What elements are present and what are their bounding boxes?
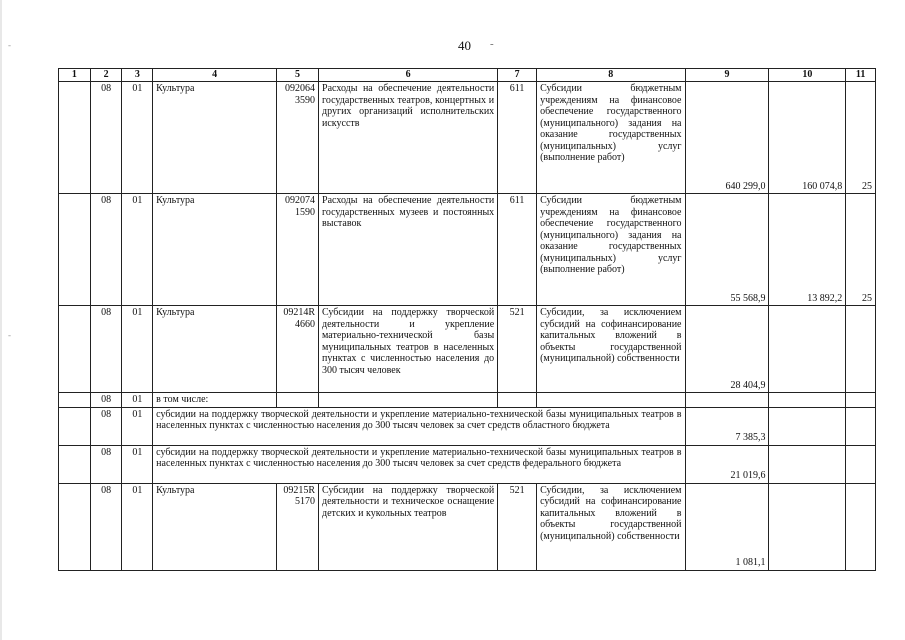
column-header: 3 [122, 69, 153, 82]
empty-cell [846, 407, 876, 445]
row-number-cell [59, 445, 91, 483]
amount-planned: 1 081,1 [685, 483, 769, 570]
section-name: Культура [153, 306, 277, 393]
section-name: Культура [153, 194, 277, 306]
row-number-cell [59, 483, 91, 570]
expense-description: Субсидии на поддержку творческой деятельности и укрепление материально-технической базы муниципальных театров в населенных пунктах с численностью населения до 300 тысяч человек [319, 306, 498, 393]
expense-type-code: 521 [498, 306, 537, 393]
empty-cell [319, 393, 498, 408]
page-number: 40 [458, 38, 471, 53]
amount-planned: 640 299,0 [685, 82, 769, 194]
expense-type-description: Субсидии, за исключением субсидий на софинансирование капитальных вложений в объекты государственной (муниципальной) собственности [537, 483, 685, 570]
section-code: 08 [90, 194, 122, 306]
amount-executed [769, 306, 846, 393]
empty-cell [277, 393, 319, 408]
empty-cell [685, 393, 769, 408]
row-number-cell [59, 407, 91, 445]
expense-description: Расходы на обеспечение деятельности государственных музеев и постоянных выставок [319, 194, 498, 306]
column-header: 4 [153, 69, 277, 82]
budget-table [58, 68, 876, 571]
percent-executed [846, 306, 876, 393]
target-code [277, 82, 319, 194]
target-code-part: 092074 [285, 195, 316, 206]
column-header: 9 [685, 69, 769, 82]
expense-type-description: Субсидии, за исключением субсидий на софинансирование капитальных вложений в объекты государственной (муниципальной) собственности [537, 306, 685, 393]
expense-description: Расходы на обеспечение деятельности государственных театров, концертных и других организаций исполнительских искусств [319, 82, 498, 194]
amount-executed: 13 892,2 [769, 194, 846, 306]
row-number-cell [59, 194, 91, 306]
column-header: 10 [769, 69, 846, 82]
expense-type-code: 611 [498, 194, 537, 306]
section-code: 08 [90, 82, 122, 194]
target-code-part: 09214R [283, 307, 316, 318]
empty-cell [846, 393, 876, 408]
row-number-cell [59, 393, 91, 408]
subsection-code: 01 [122, 407, 153, 445]
section-code: 08 [90, 483, 122, 570]
section-name: Культура [153, 483, 277, 570]
empty-cell [537, 393, 685, 408]
column-header: 1 [59, 69, 91, 82]
row-number-cell [59, 82, 91, 194]
target-code-part: 1590 [295, 206, 316, 218]
subsidy-breakdown-description: субсидии на поддержку творческой деятельности и укрепление материально-технической базы муниципальных театров в населенных пунктах с численностью населения до 300 тысяч человек за счет средств федерального бюджета [153, 445, 685, 483]
section-code: 08 [90, 407, 122, 445]
target-code-part: 3590 [295, 94, 316, 106]
section-name: Культура [153, 82, 277, 194]
column-header: 11 [846, 69, 876, 82]
table-row [59, 306, 876, 393]
expense-type-code: 611 [498, 82, 537, 194]
target-code-part: 4660 [295, 318, 316, 330]
row-number-cell [59, 306, 91, 393]
empty-cell [498, 393, 537, 408]
percent-executed: 25 [846, 82, 876, 194]
subsection-code: 01 [122, 82, 153, 194]
column-number-row [59, 69, 876, 82]
amount-planned: 28 404,9 [685, 306, 769, 393]
column-header: 5 [277, 69, 319, 82]
column-header: 8 [537, 69, 685, 82]
scan-edge [0, 0, 2, 640]
expense-description: Субсидии на поддержку творческой деятельности и техническое оснащение детских и кукольных театров [319, 483, 498, 570]
margin-mark: - [8, 40, 11, 50]
including-label: в том числе: [153, 393, 277, 408]
amount-executed [769, 483, 846, 570]
section-code: 08 [90, 393, 122, 408]
table-row [59, 445, 876, 483]
target-code [277, 194, 319, 306]
subsection-code: 01 [122, 194, 153, 306]
target-code-part: 092064 [285, 83, 316, 94]
subsection-code: 01 [122, 445, 153, 483]
table-row [59, 483, 876, 570]
target-code-part: 5170 [295, 496, 316, 507]
target-code [277, 306, 319, 393]
table-row [59, 393, 876, 408]
subsection-code: 01 [122, 483, 153, 570]
amount-planned: 21 019,6 [685, 445, 769, 483]
target-code-part: 09215R [283, 484, 316, 496]
section-code: 08 [90, 445, 122, 483]
section-code: 08 [90, 306, 122, 393]
empty-cell [769, 407, 846, 445]
subsection-code: 01 [122, 306, 153, 393]
column-header: 7 [498, 69, 537, 82]
amount-planned: 7 385,3 [685, 407, 769, 445]
column-header: 2 [90, 69, 122, 82]
percent-executed [846, 483, 876, 570]
target-code [277, 483, 319, 570]
empty-cell [769, 445, 846, 483]
amount-planned: 55 568,9 [685, 194, 769, 306]
table-row [59, 194, 876, 306]
expense-type-description: Субсидии бюджетным учреждениям на финансовое обеспечение государственного (муниципального) задания на оказание государственных (муниципальных) услуг (выполнение работ) [537, 194, 685, 306]
amount-executed: 160 074,8 [769, 82, 846, 194]
table-row [59, 82, 876, 194]
empty-cell [769, 393, 846, 408]
margin-mark: - [8, 330, 11, 340]
expense-type-code: 521 [498, 483, 537, 570]
expense-type-description: Субсидии бюджетным учреждениям на финансовое обеспечение государственного (муниципального) задания на оказание государственных (муниципальных) услуг (выполнение работ) [537, 82, 685, 194]
percent-executed: 25 [846, 194, 876, 306]
table-row [59, 407, 876, 445]
column-header: 6 [319, 69, 498, 82]
page-mark: - [490, 38, 494, 50]
subsection-code: 01 [122, 393, 153, 408]
subsidy-breakdown-description: субсидии на поддержку творческой деятельности и укрепление материально-технической базы муниципальных театров в населенных пунктах с численностью населения до 300 тысяч человек за счет средств областного бюджета [153, 407, 685, 445]
empty-cell [846, 445, 876, 483]
